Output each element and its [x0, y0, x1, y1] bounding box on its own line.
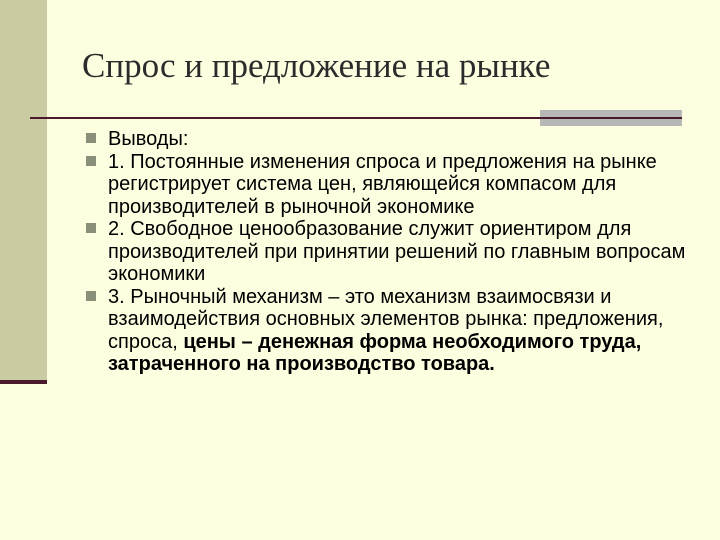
square-bullet-icon	[86, 156, 96, 166]
list-item	[86, 218, 696, 286]
item-bold-text: цены – денежная форма необходимого труда, затраченного на производство товара.	[108, 330, 642, 375]
item-text: 1. Постоянные изменения спроса и предложения на рынке регистрирует система цен, являющейся компасом для производителей в рыночной экономике	[108, 150, 657, 218]
slide-title: Спрос и предложение на рынке	[82, 46, 551, 85]
list-item	[86, 151, 696, 219]
square-bullet-icon	[86, 223, 96, 233]
bullet-list	[86, 128, 696, 376]
square-bullet-icon	[86, 133, 96, 143]
title-divider	[30, 117, 682, 119]
list-item	[86, 128, 696, 151]
side-bar-underline	[0, 380, 47, 384]
decorative-side-bar	[0, 0, 47, 384]
item-text: Выводы:	[108, 128, 189, 150]
square-bullet-icon	[86, 291, 96, 301]
list-item	[86, 286, 696, 376]
item-text: 2. Свободное ценообразование служит ориентиром для производителей при принятии решений по главным вопросам экономики	[108, 218, 686, 285]
item-text: 3. Рыночный механизм – это механизм взаимосвязи и взаимодействия основных элементов рынка: предложения, спроса,	[108, 285, 664, 353]
